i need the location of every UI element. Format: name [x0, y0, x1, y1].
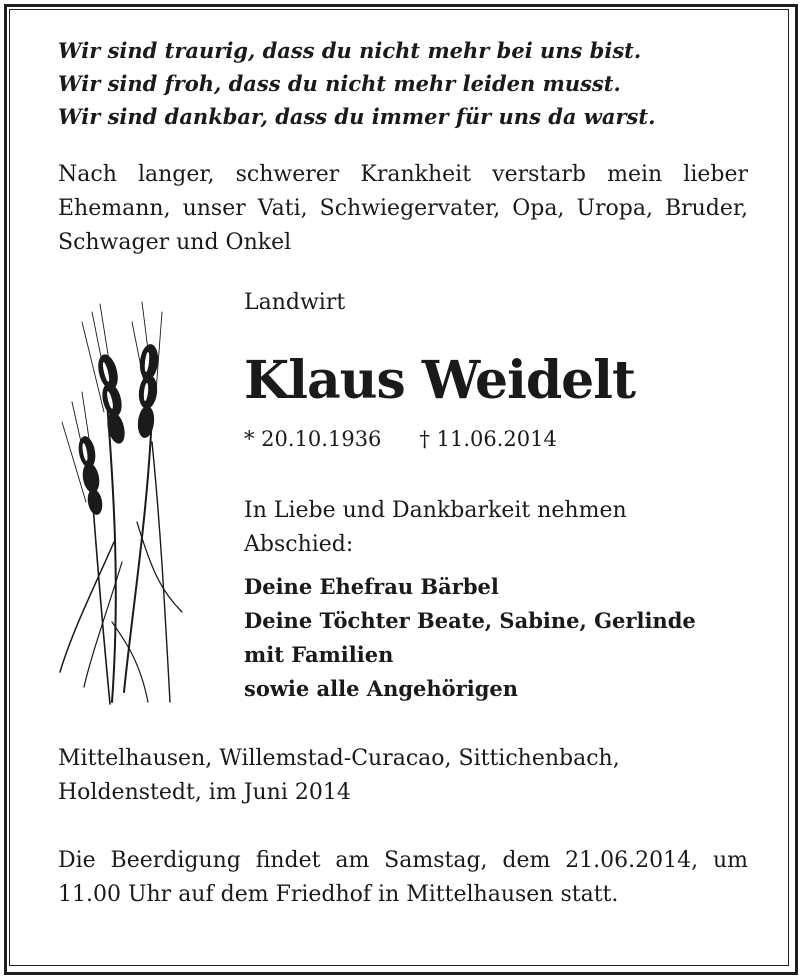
mourners-list — [244, 570, 764, 706]
mourner-line: mit Familien — [244, 642, 394, 667]
motto-line-1: Wir sind traurig, dass du nicht mehr bei uns bist. — [58, 38, 642, 63]
wheat-ears-icon — [52, 292, 192, 710]
place-and-date: Mittelhausen, Willemstad-Curacao, Sittichenbach, Holdenstedt, im Juni 2014 — [58, 746, 620, 805]
motto-line-2: Wir sind froh, dass du nicht mehr leiden musst. — [58, 71, 621, 96]
mourner-line: Deine Ehefrau Bärbel — [244, 574, 499, 599]
motto-verse — [58, 34, 748, 133]
life-dates — [244, 422, 557, 456]
intro-text: Nach langer, schwerer Krankheit verstarb mein lieber Ehemann, unser Vati, Schwiegervater, Opa, Uropa, Bruder, Schwager und Onkel — [58, 162, 748, 255]
mourner-line: Deine Töchter Beate, Sabine, Gerlinde — [244, 608, 696, 633]
birth-date: * 20.10.1936 — [244, 427, 382, 451]
death-date: † 11.06.2014 — [419, 427, 557, 451]
funeral-notice: Die Beerdigung findet am Samstag, dem 21.06.2014, um 11.00 Uhr auf dem Friedhof in Mittelhausen statt. — [58, 848, 748, 907]
deceased-name: Klaus Weidelt — [244, 350, 636, 411]
motto-line-3: Wir sind dankbar, dass du immer für uns da warst. — [58, 104, 656, 129]
mourner-line: sowie alle Angehörigen — [244, 676, 519, 701]
farewell-text: In Liebe und Dankbarkeit nehmen Abschied: — [244, 498, 627, 557]
occupation: Landwirt — [244, 290, 346, 315]
